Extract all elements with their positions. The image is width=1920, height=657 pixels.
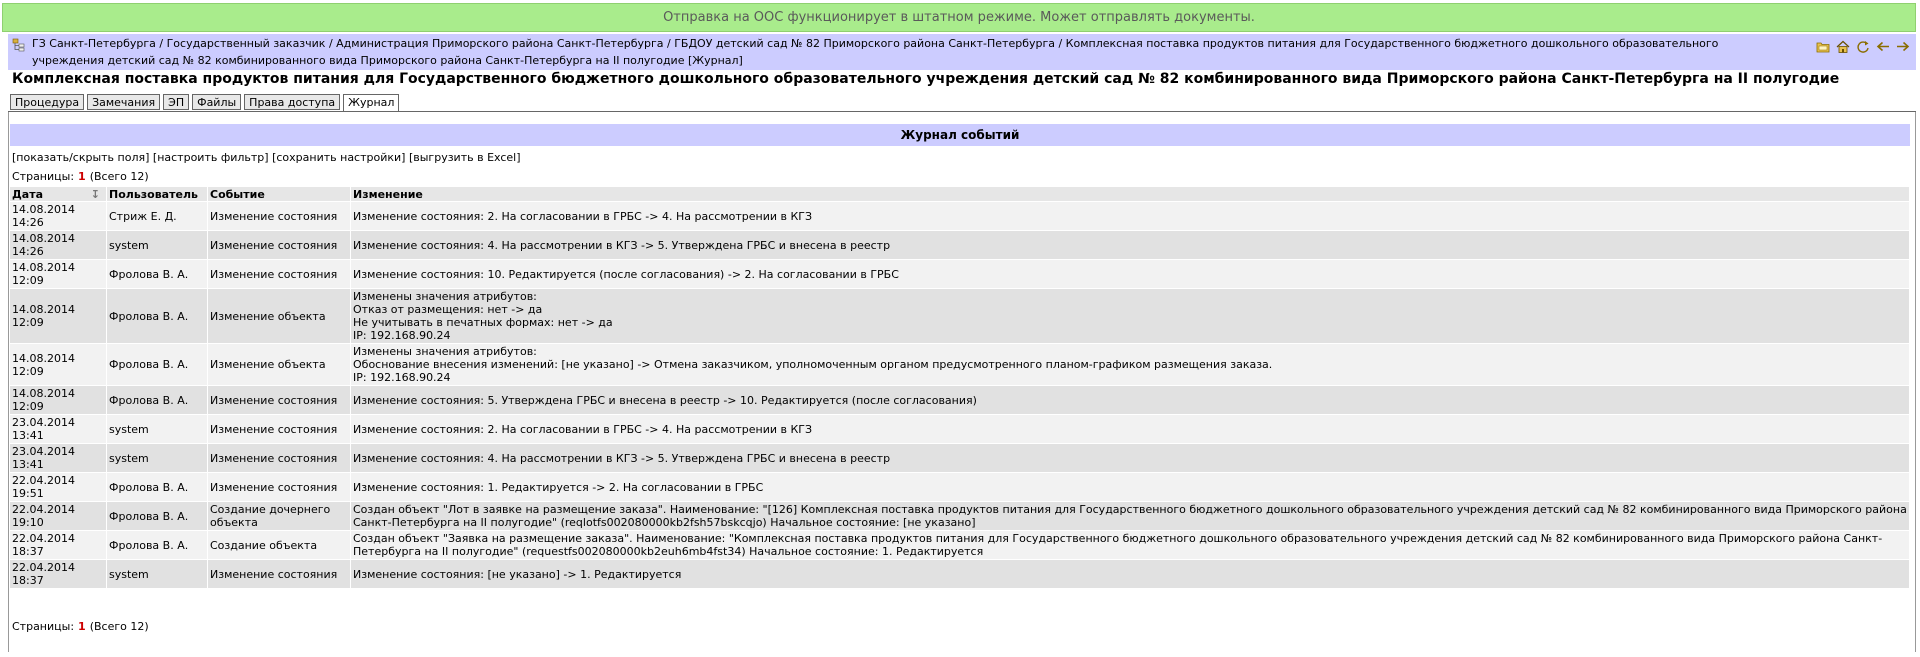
cell-change: Изменение состояния: 2. На согласовании в ГРБС -> 4. На рассмотрении в КГЗ	[351, 202, 1910, 231]
back-icon[interactable]	[1875, 39, 1890, 54]
cell-user: Фролова В. А.	[107, 386, 208, 415]
tab-access-rights[interactable]: Права доступа	[244, 94, 340, 110]
cell-event: Изменение состояния	[208, 260, 351, 289]
cell-event: Изменение состояния	[208, 560, 351, 589]
cell-change: Изменение состояния: 1. Редактируется -> 2. На согласовании в ГРБС	[351, 473, 1910, 502]
cell-date: 22.04.2014 19:51	[10, 473, 107, 502]
breadcrumb-bar	[8, 34, 1916, 70]
table-row	[10, 444, 1910, 473]
cell-user: Фролова В. А.	[107, 531, 208, 560]
pager-label: Страницы:	[12, 620, 75, 633]
cell-date: 14.08.2014 12:09	[10, 260, 107, 289]
cell-change: Изменены значения атрибутов: Отказ от размещения: нет -> да Не учитывать в печатных формах: нет -> да IP: 192.168.90.24	[351, 289, 1910, 344]
cell-event: Изменение объекта	[208, 289, 351, 344]
tab-bar	[10, 94, 399, 112]
table-row	[10, 289, 1910, 344]
home-icon[interactable]	[1835, 39, 1850, 54]
cell-date: 23.04.2014 13:41	[10, 444, 107, 473]
cell-event: Изменение состояния	[208, 231, 351, 260]
cell-event: Изменение состояния	[208, 444, 351, 473]
tab-journal[interactable]: Журнал	[343, 94, 399, 112]
forward-icon[interactable]	[1895, 39, 1910, 54]
cell-date: 22.04.2014 18:37	[10, 560, 107, 589]
pager-bottom	[12, 620, 149, 633]
table-row	[10, 473, 1910, 502]
journal-title: Журнал событий	[10, 124, 1910, 146]
tree-icon	[12, 38, 26, 52]
cell-user: system	[107, 231, 208, 260]
cell-date: 14.08.2014 12:09	[10, 386, 107, 415]
pager-total: (Всего 12)	[89, 170, 149, 183]
table-header-row	[10, 187, 1910, 202]
pager-label: Страницы:	[12, 170, 75, 183]
nav-icons	[1815, 39, 1910, 54]
cell-change: Изменение состояния: 4. На рассмотрении в КГЗ -> 5. Утверждена ГРБС и внесена в реестр	[351, 231, 1910, 260]
cell-user: system	[107, 560, 208, 589]
pager-total: (Всего 12)	[89, 620, 149, 633]
cell-date: 14.08.2014 12:09	[10, 344, 107, 386]
table-row	[10, 344, 1910, 386]
cell-event: Изменение состояния	[208, 202, 351, 231]
cell-change: Изменение состояния: 10. Редактируется (после согласования) -> 2. На согласовании в ГРБС	[351, 260, 1910, 289]
table-row	[10, 415, 1910, 444]
cell-user: Фролова В. А.	[107, 289, 208, 344]
tab-procedure[interactable]: Процедура	[10, 94, 84, 110]
journal-table	[10, 187, 1910, 588]
save-settings-link[interactable]: [сохранить настройки]	[272, 151, 406, 164]
filter-settings-link[interactable]: [настроить фильтр]	[152, 151, 269, 164]
cell-user: Фролова В. А.	[107, 344, 208, 386]
cell-event: Изменение состояния	[208, 386, 351, 415]
cell-date: 22.04.2014 18:37	[10, 531, 107, 560]
cell-user: Фролова В. А.	[107, 260, 208, 289]
pager-top	[12, 170, 149, 183]
table-row	[10, 231, 1910, 260]
tab-files[interactable]: Файлы	[192, 94, 241, 110]
cell-date: 22.04.2014 19:10	[10, 502, 107, 531]
sort-down-icon[interactable]: ↧	[90, 187, 100, 201]
table-row	[10, 502, 1910, 531]
cell-date: 23.04.2014 13:41	[10, 415, 107, 444]
page-title: Комплексная поставка продуктов питания для Государственного бюджетного дошкольного образовательного учреждения детский сад № 82 комбинированного вида Приморского района Санкт-Петербурга на II полугодие	[12, 71, 1840, 87]
cell-date: 14.08.2014 14:26	[10, 202, 107, 231]
table-row	[10, 386, 1910, 415]
cell-user: Фролова В. А.	[107, 473, 208, 502]
show-hide-fields-link[interactable]: [показать/скрыть поля]	[12, 151, 150, 164]
cell-change: Создан объект "Заявка на размещение заказа". Наименование: "Комплексная поставка продуктов питания для Государственного бюджетного дошкольного образовательного учреждения детский сад № 82 комбинированного вида Приморского района Санкт-Петербурга на II полугодие" (requestfs002080000kb2euh6mb4fst34) Начальное состояние: 1. Редактируется	[351, 531, 1910, 560]
cell-user: system	[107, 444, 208, 473]
journal-toolbar	[12, 151, 521, 164]
breadcrumb[interactable]: ГЗ Санкт-Петербурга / Государственный заказчик / Администрация Приморского района Санкт-Петербурга / ГБДОУ детский сад № 82 Приморского района Санкт-Петербурга / Комплексная поставка продуктов питания для Государственного бюджетного дошкольного образовательного учреждения детский сад № 82 комбинированного вида Приморского района Санкт-Петербурга на II полугодие [Журнал]	[32, 37, 1719, 67]
cell-date: 14.08.2014 14:26	[10, 231, 107, 260]
cell-change: Изменение состояния: 2. На согласовании в ГРБС -> 4. На рассмотрении в КГЗ	[351, 415, 1910, 444]
table-row	[10, 560, 1910, 589]
export-excel-link[interactable]: [выгрузить в Excel]	[408, 151, 521, 164]
column-header-event[interactable]: Событие	[208, 187, 351, 202]
cell-event: Изменение состояния	[208, 415, 351, 444]
status-banner: Отправка на ООС функционирует в штатном режиме. Может отправлять документы.	[2, 3, 1916, 32]
table-row	[10, 531, 1910, 560]
tab-signature[interactable]: ЭП	[163, 94, 189, 110]
tab-remarks[interactable]: Замечания	[87, 94, 160, 110]
cell-change: Изменение состояния: 5. Утверждена ГРБС и внесена в реестр -> 10. Редактируется (после согласования)	[351, 386, 1910, 415]
table-row	[10, 260, 1910, 289]
refresh-icon[interactable]	[1855, 39, 1870, 54]
cell-change: Изменение состояния: 4. На рассмотрении в КГЗ -> 5. Утверждена ГРБС и внесена в реестр	[351, 444, 1910, 473]
table-row	[10, 202, 1910, 231]
cell-user: Фролова В. А.	[107, 502, 208, 531]
cell-event: Создание объекта	[208, 531, 351, 560]
folder-icon[interactable]	[1815, 39, 1830, 54]
column-header-user[interactable]: Пользователь	[107, 187, 208, 202]
cell-event: Изменение состояния	[208, 473, 351, 502]
cell-change: Создан объект "Лот в заявке на размещение заказа". Наименование: "[126] Комплексная поставка продуктов питания для Государственного бюджетного дошкольного образовательного учреждения детский сад № 82 комбинированного вида Приморского района Санкт-Петербурга на II полугодие" (reqlotfs002080000kb2fsh57bskcqjo) Начальное состояние: [не указано]	[351, 502, 1910, 531]
column-header-date[interactable]: Дата ↧	[10, 187, 107, 202]
pager-current-page[interactable]: 1	[78, 620, 86, 633]
cell-user: Стриж Е. Д.	[107, 202, 208, 231]
column-header-change[interactable]: Изменение	[351, 187, 1910, 202]
cell-date: 14.08.2014 12:09	[10, 289, 107, 344]
cell-user: system	[107, 415, 208, 444]
cell-event: Изменение объекта	[208, 344, 351, 386]
cell-change: Изменены значения атрибутов: Обоснование внесения изменений: [не указано] -> Отмена заказчиком, уполномоченным органом предусмотренного планом-графиком размещения заказа. IP: 192.168.90.24	[351, 344, 1910, 386]
cell-change: Изменение состояния: [не указано] -> 1. Редактируется	[351, 560, 1910, 589]
pager-current-page[interactable]: 1	[78, 170, 86, 183]
cell-event: Создание дочернего объекта	[208, 502, 351, 531]
